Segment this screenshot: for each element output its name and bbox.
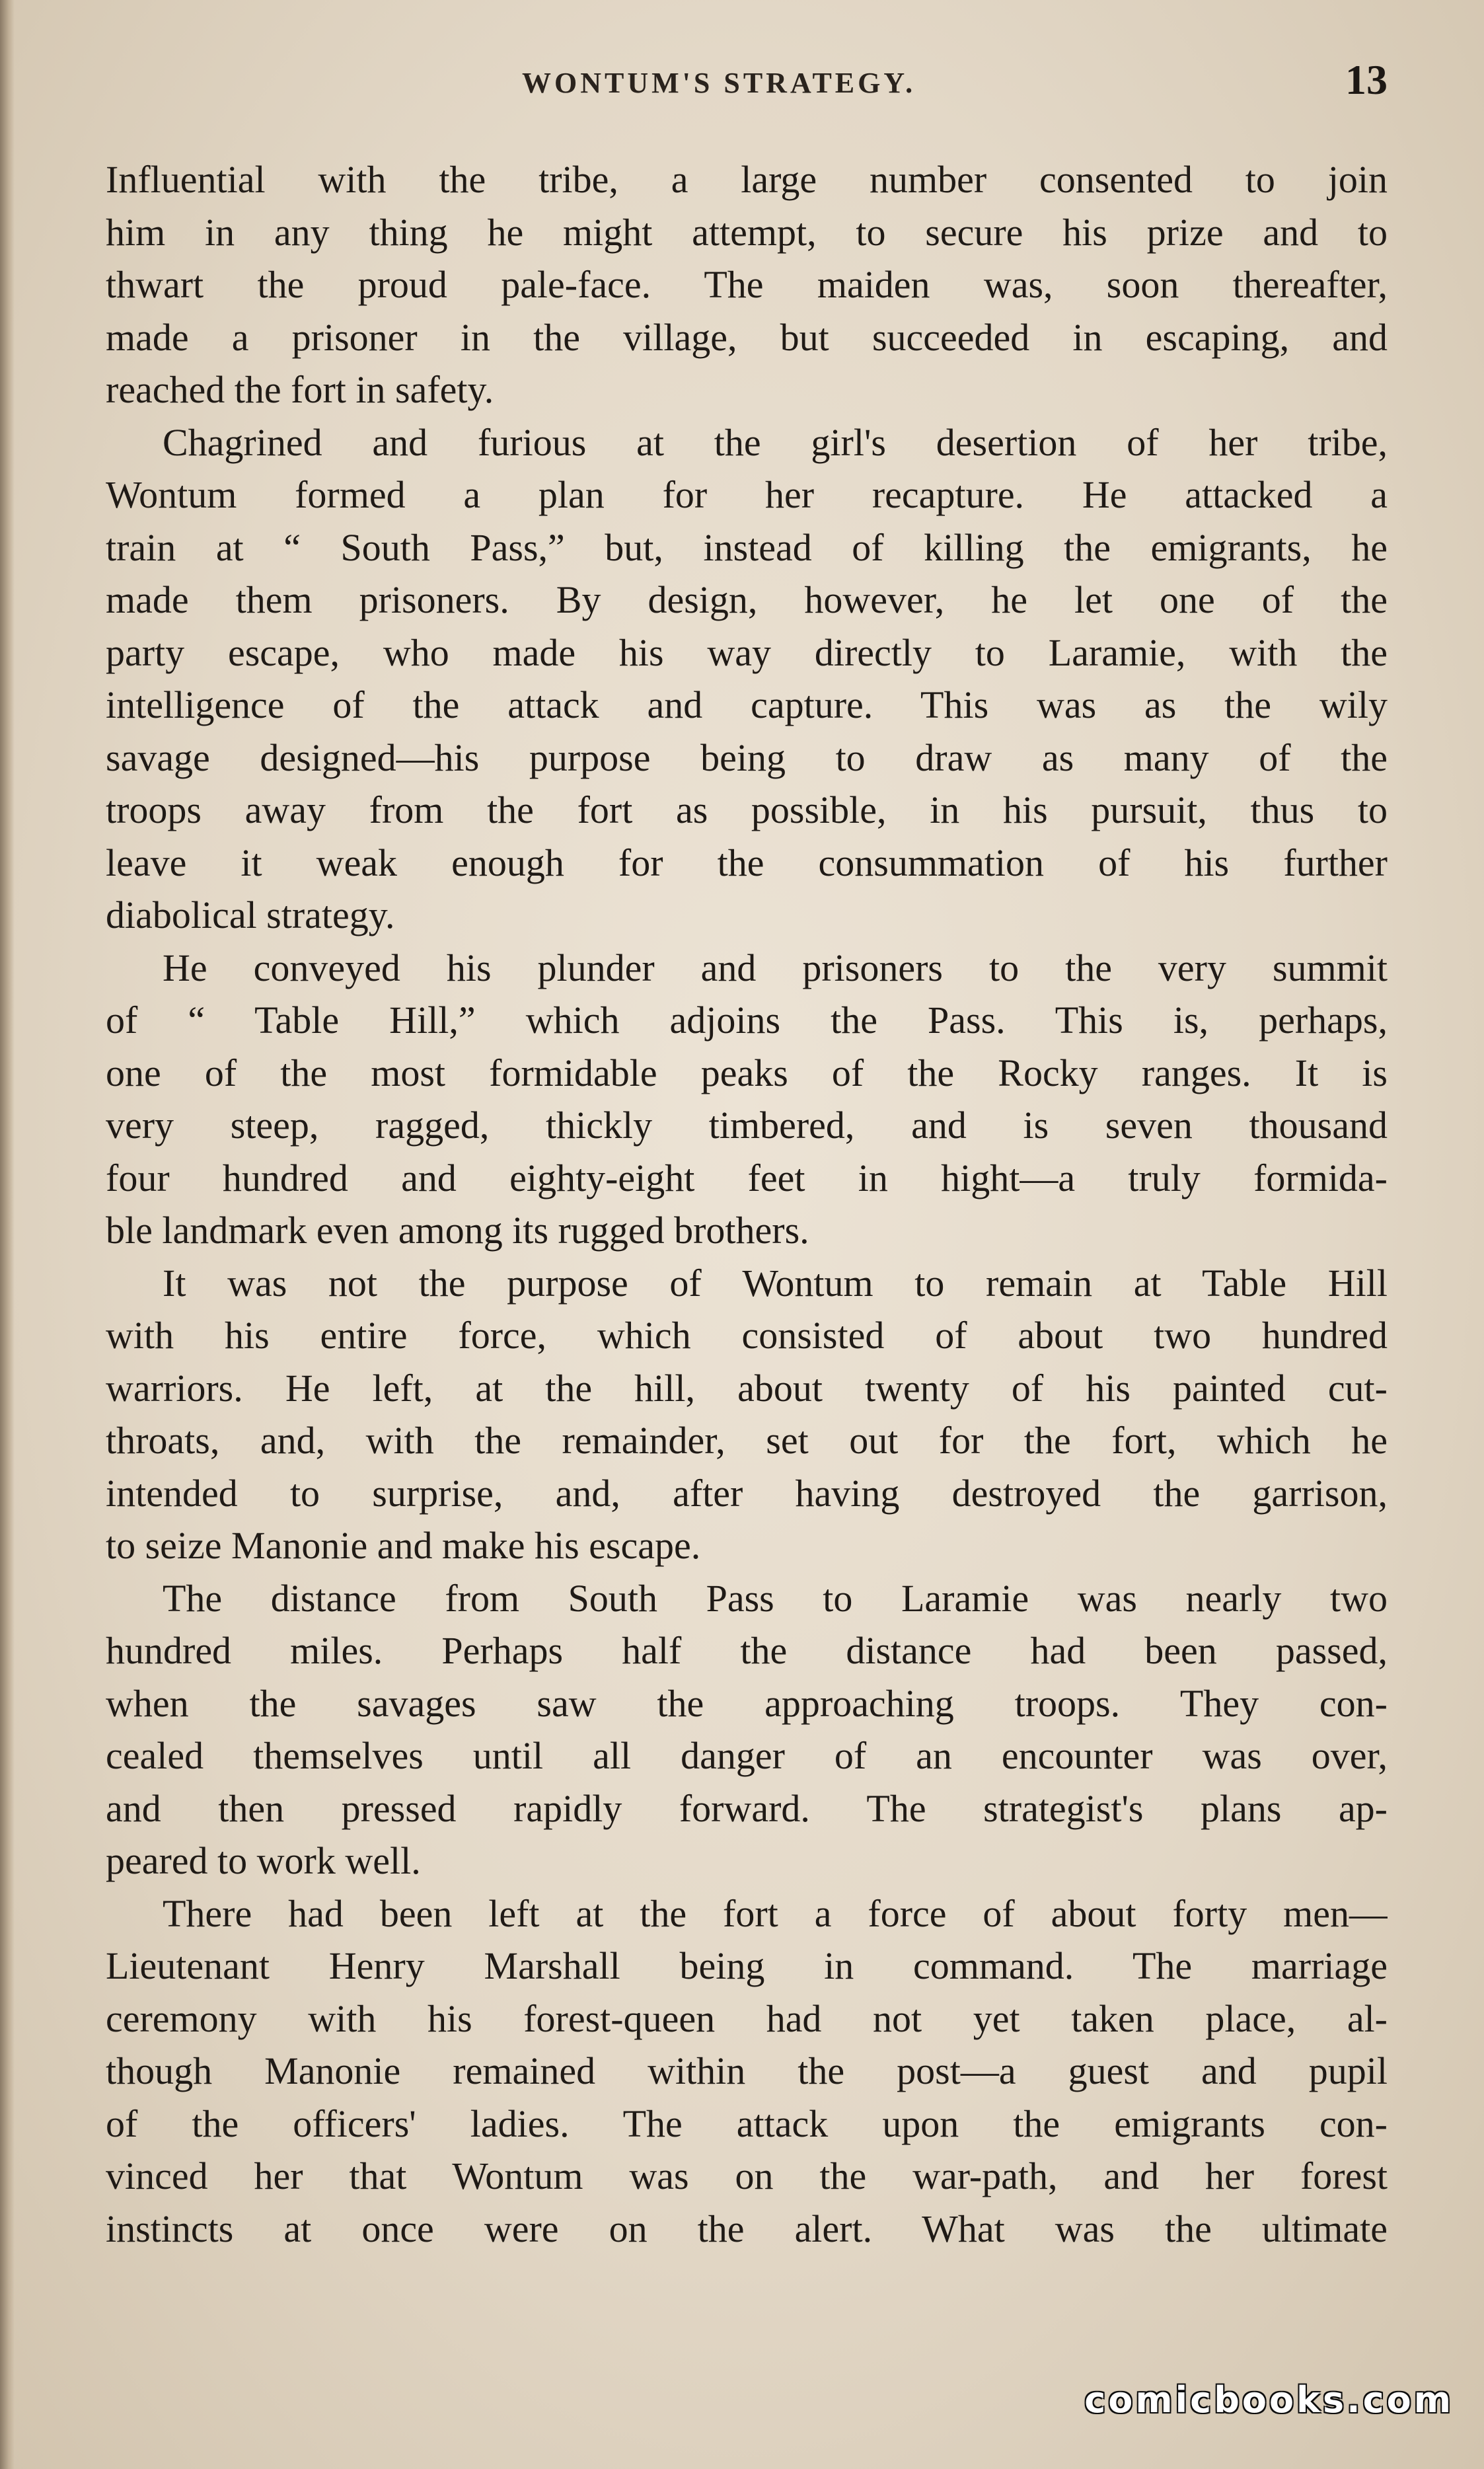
text-line: of “ Table Hill,” which adjoins the Pass. This is, perhaps, — [106, 999, 1388, 1042]
running-head-title: WONTUM'S STRATEGY. — [522, 67, 916, 99]
text-line: four hundred and eighty-eight feet in hight—a truly formida- — [106, 1156, 1388, 1199]
text-line: though Manonie remained within the post—a guest and pupil — [106, 2049, 1388, 2092]
text-line: train at “ South Pass,” but, instead of killing the emigrants, he — [106, 525, 1388, 569]
text-line: Influential with the tribe, a large number consented to join — [106, 158, 1388, 201]
text-line: There had been left at the fort a force of about forty men— — [163, 1891, 1388, 1935]
text-line: Chagrined and furious at the girl's desertion of her tribe, — [163, 420, 1388, 464]
text-line: It was not the purpose of Wontum to remain at Table Hill — [163, 1261, 1388, 1305]
text-line: throats, and, with the remainder, set out for the fort, which he — [106, 1419, 1388, 1462]
running-head — [106, 53, 1388, 126]
text-line: The distance from South Pass to Laramie was nearly two — [163, 1576, 1388, 1620]
page-number: 13 — [1345, 56, 1388, 103]
text-line: warriors. He left, at the hill, about twenty of his painted cut- — [106, 1366, 1388, 1410]
text-line: instincts at once were on the alert. What was the ultimate — [106, 2207, 1388, 2250]
text-line: made a prisoner in the village, but succeeded in escaping, and — [106, 315, 1388, 359]
text-line: of the officers' ladies. The attack upon the emigrants con- — [106, 2102, 1388, 2145]
text-line: savage designed—his purpose being to draw as many of the — [106, 736, 1388, 779]
text-line: and then pressed rapidly forward. The strategist's plans ap- — [106, 1786, 1388, 1830]
text-line: party escape, who made his way directly to Laramie, with the — [106, 630, 1388, 674]
text-line: thwart the proud pale-face. The maiden was, soon thereafter, — [106, 263, 1388, 306]
body-text — [106, 153, 1388, 2255]
text-line: him in any thing he might attempt, to secure his prize and to — [106, 210, 1388, 254]
text-line: diabolical strategy. — [106, 893, 395, 936]
text-line: cealed themselves until all danger of an encounter was over, — [106, 1734, 1388, 1777]
text-line: hundred miles. Perhaps half the distance had been passed, — [106, 1629, 1388, 1672]
text-line: vinced her that Wontum was on the war-path, and her forest — [106, 2154, 1388, 2197]
text-line: ceremony with his forest-queen had not yet taken place, al- — [106, 1996, 1388, 2040]
text-line: very steep, ragged, thickly timbered, and is seven thousand — [106, 1104, 1388, 1147]
text-line: intended to surprise, and, after having destroyed the garrison, — [106, 1471, 1388, 1515]
text-line: Wontum formed a plan for her recapture. He attacked a — [106, 473, 1388, 516]
text-line: made them prisoners. By design, however, he let one of the — [106, 578, 1388, 621]
text-line: peared to work well. — [106, 1839, 421, 1882]
text-line: one of the most formidable peaks of the Rocky ranges. It is — [106, 1051, 1388, 1094]
text-line: Lieutenant Henry Marshall being in command. The marriage — [106, 1944, 1388, 1987]
page-gutter-shadow — [0, 0, 15, 2469]
text-line: leave it weak enough for the consummation of his further — [106, 841, 1388, 884]
text-line: ble landmark even among its rugged brothers. — [106, 1209, 809, 1252]
text-line: intelligence of the attack and capture. This was as the wily — [106, 683, 1388, 726]
text-line: when the savages saw the approaching troops. They con- — [106, 1681, 1388, 1725]
text-line: with his entire force, which consisted of about two hundred — [106, 1314, 1388, 1357]
watermark: comicbooks.com — [1084, 2379, 1454, 2421]
text-line: to seize Manonie and make his escape. — [106, 1524, 701, 1567]
text-line: reached the fort in safety. — [106, 368, 494, 411]
text-line: He conveyed his plunder and prisoners to the very summit — [163, 946, 1388, 989]
text-line: troops away from the fort as possible, in his pursuit, thus to — [106, 788, 1388, 831]
